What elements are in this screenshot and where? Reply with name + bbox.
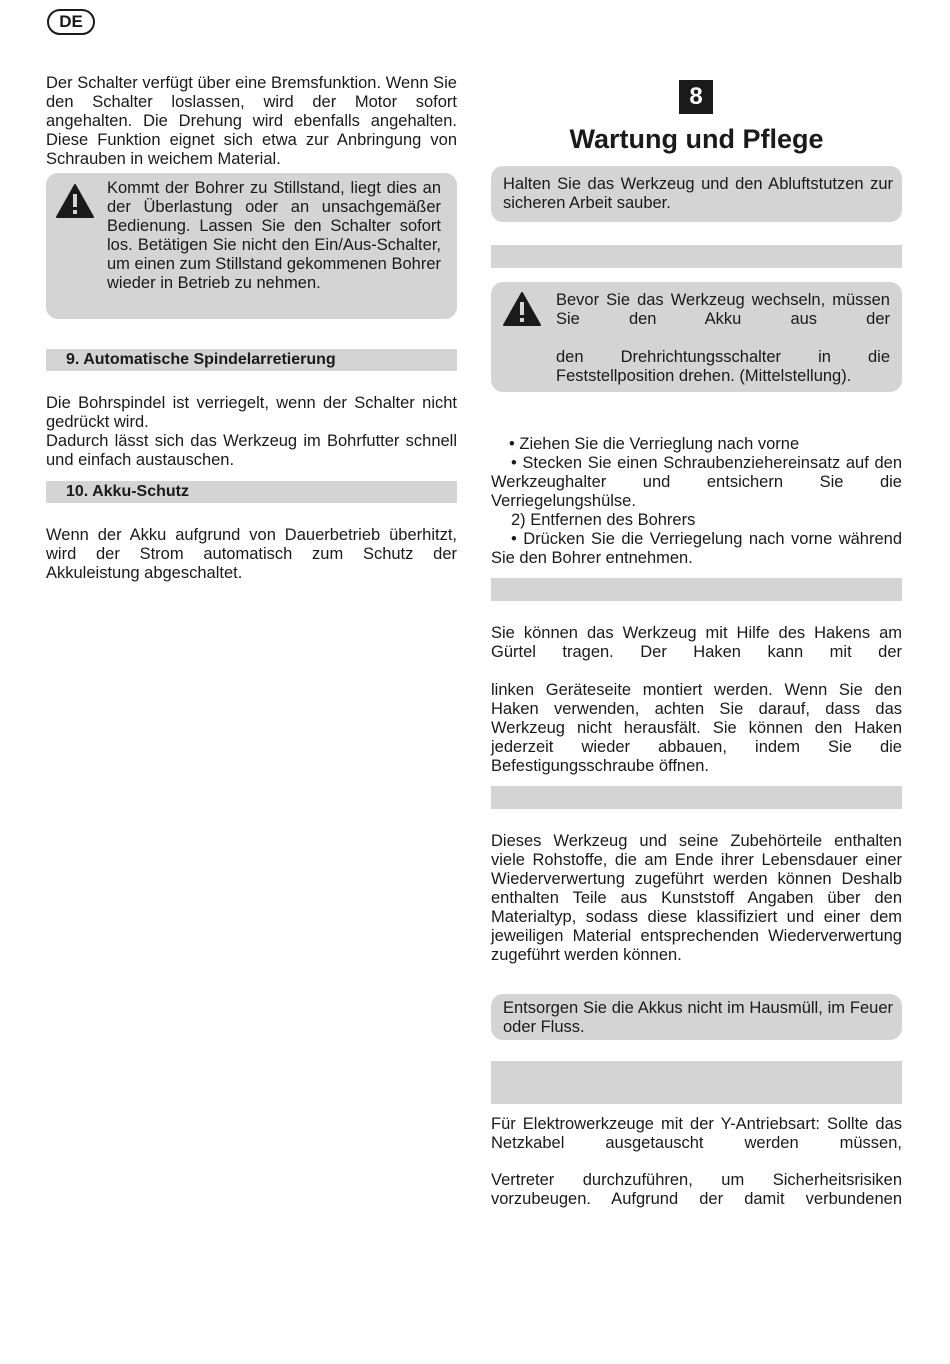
step-pull-lock: • Ziehen Sie die Verrieglung nach vorne: [509, 435, 800, 453]
heading-battery-protection: 10. Akku-Schutz: [46, 481, 457, 503]
paragraph-belt-hook-1: Sie können das Werkzeug mit Hilfe des Hakens am Gürtel tragen. Der Haken kann mit der: [491, 624, 902, 661]
warning-box-stall: [46, 173, 457, 319]
subheading-bar-3: [491, 786, 902, 809]
step-press-lock: • Drücken Sie die Verriegelung nach vorne während Sie den Bohrer entnehmen.: [491, 530, 902, 567]
step-remove-drill-heading: 2) Entfernen des Bohrers: [511, 511, 696, 529]
heading-spindle-lock: 9. Automatische Spindelarretierung: [46, 349, 457, 371]
note-box-clean: [491, 166, 902, 222]
paragraph-cable-1: Für Elektrowerkzeuge mit der Y-Antriebsart: Sollte das Netzkabel ausgetauscht werden müssen,: [491, 1115, 902, 1152]
warning-box-change-tool: [491, 282, 902, 392]
warning-text-stall: Kommt der Bohrer zu Stillstand, liegt dies an der Überlastung oder an unsachgemäßer Bedienung. Lassen Sie den Schalter sofort los. Betätigen Sie nicht den Ein/Aus-Schalter, um einen zum Stillstand gekommenen Bohrer wieder in Betrieb zu nehmen.: [107, 179, 441, 292]
subheading-bar-1: [491, 245, 902, 268]
subheading-bar-2: [491, 578, 902, 601]
paragraph-brake-function: Der Schalter verfügt über eine Bremsfunktion. Wenn Sie den Schalter loslassen, wird der Motor sofort angehalten. Die Drehung wird ebenfalls angehalten. Diese Funktion eignet sich etwa zur Anbringung von Schrauben in weichem Material.: [46, 74, 457, 168]
paragraph-recycling: Dieses Werkzeug und seine Zubehörteile enthalten viele Rohstoffe, die am Ende ihrer Lebensdauer einer Wiederverwertung zugeführt werden können Deshalb enthalten Teile aus Kunststoff Angaben über den Materialtyp, sodass diese klassifiziert und einer dem jeweiligen Material entsprechenden Wiederverwertung zugeführt werden können.: [491, 832, 902, 964]
step-insert-bit: • Stecken Sie einen Schraubenziehereinsatz auf den Werkzeughalter und entsichern Sie die Verriegelungshülse.: [491, 454, 902, 510]
note-text-clean: Halten Sie das Werkzeug und den Abluftstutzen zur sicheren Arbeit sauber.: [503, 175, 893, 212]
paragraph-spindle-1: Die Bohrspindel ist verriegelt, wenn der Schalter nicht gedrückt wird.: [46, 394, 457, 431]
warning-triangle-icon: [502, 291, 542, 327]
subheading-bar-4: [491, 1061, 902, 1104]
paragraph-cable-2: Vertreter durchzuführen, um Sicherheitsrisiken vorzubeugen. Aufgrund der damit verbundenen: [491, 1171, 902, 1208]
warning-text-change-tool-1: Bevor Sie das Werkzeug wechseln, müssen Sie den Akku aus der: [556, 291, 890, 328]
paragraph-belt-hook-2: linken Geräteseite montiert werden. Wenn Sie den Haken verwenden, achten Sie darauf, dass das Werkzeug nicht herausfält. Sie können den Haken jederzeit wieder abbauen, indem Sie die Befestigungsschraube öffnen.: [491, 681, 902, 775]
paragraph-battery-protection: Wenn der Akku aufgrund von Dauerbetrieb überhitzt, wird der Strom automatisch zum Schutz der Akkuleistung abgeschaltet.: [46, 526, 457, 582]
paragraph-spindle-2: Dadurch lässt sich das Werkzeug im Bohrfutter schnell und einfach austauschen.: [46, 432, 457, 469]
section-number: 8: [679, 80, 713, 114]
note-box-dispose: [491, 994, 902, 1040]
note-text-dispose: Entsorgen Sie die Akkus nicht im Hausmüll, im Feuer oder Fluss.: [503, 999, 893, 1036]
section-title: Wartung und Pflege: [569, 124, 824, 154]
warning-text-change-tool-2: den Drehrichtungsschalter in die Feststellposition drehen. (Mittelstellung).: [556, 348, 890, 385]
warning-triangle-icon: [55, 183, 95, 219]
language-badge: DE: [47, 9, 95, 35]
